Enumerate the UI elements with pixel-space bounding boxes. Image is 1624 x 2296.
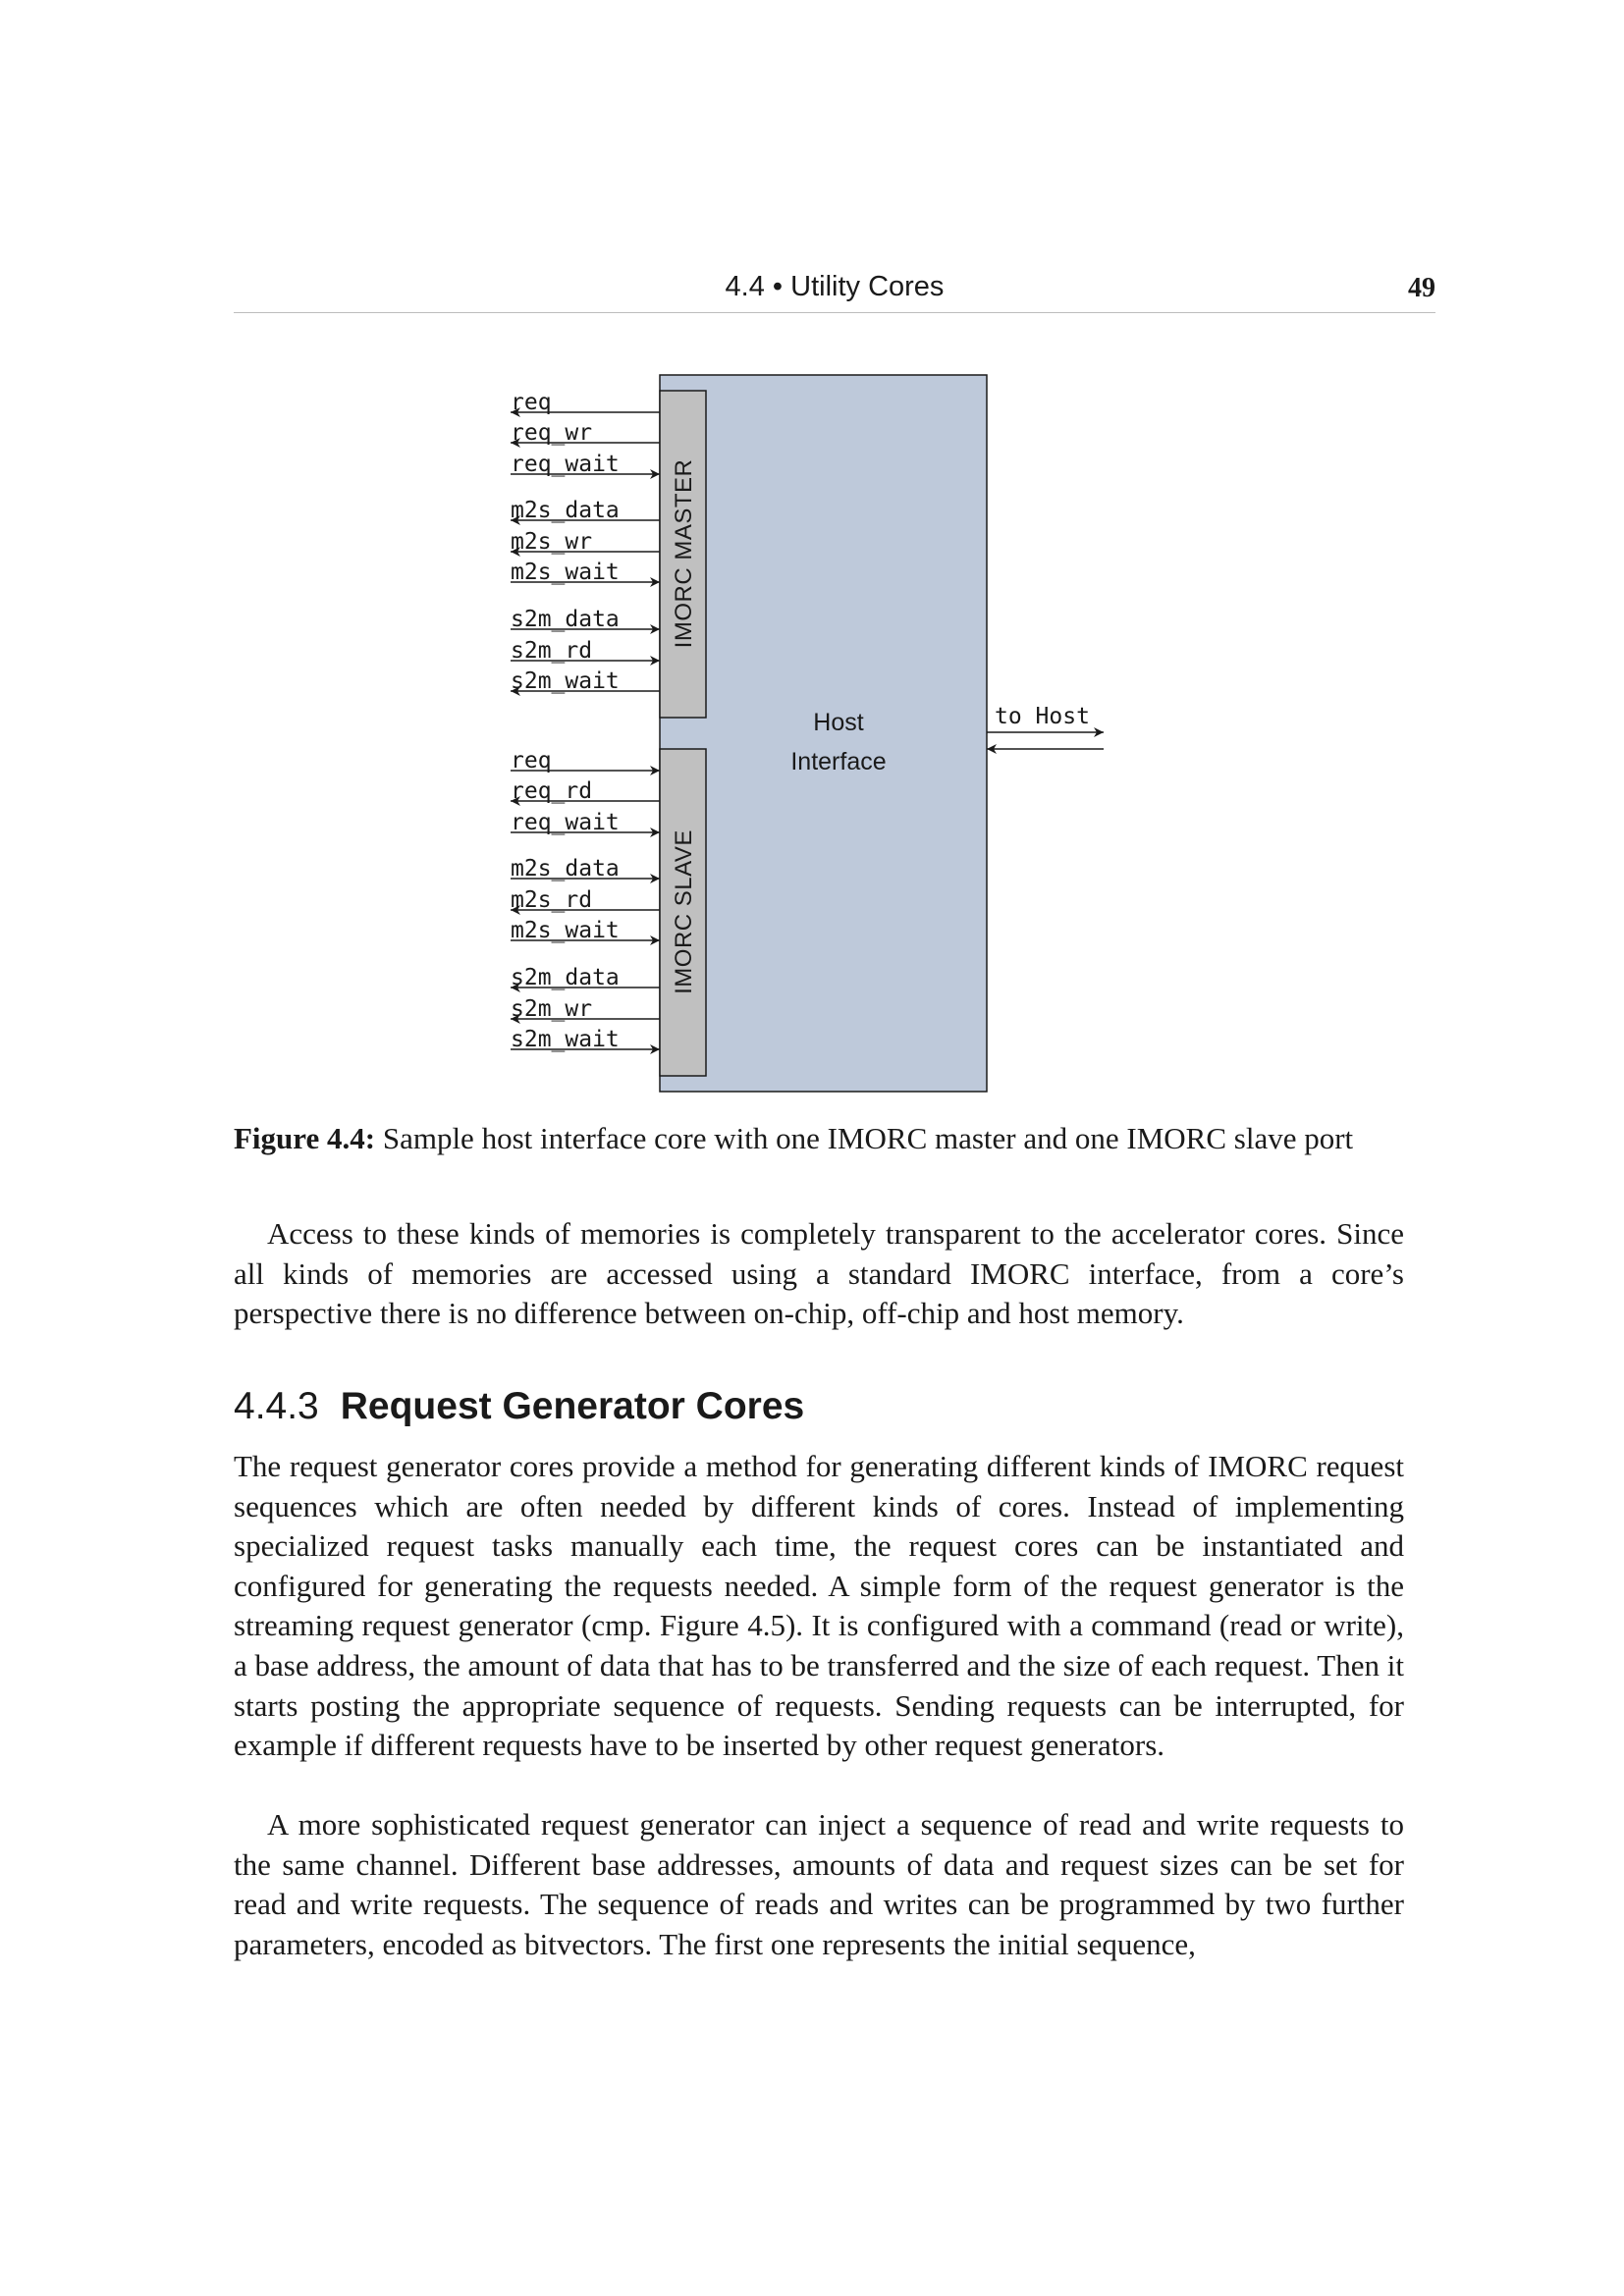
- figure-caption-label: Figure 4.4:: [234, 1121, 376, 1155]
- imorc-slave-label: IMORC SLAVE: [671, 829, 697, 994]
- slave-signal-label: s2m_wr: [511, 996, 593, 1022]
- master-signal-label: req_wr: [511, 420, 593, 446]
- figure-caption: [234, 1117, 1441, 1160]
- paragraph-sophisticated-generator: A more sophisticated request generator can inject a sequence of read and write requests to the same channel. Different base addresses, amounts of data and request sizes can be set for read and write requests. The sequence of reads and writes can be programmed by two further parameters, encoded as bitvectors. The first one represents the initial sequence,: [234, 1807, 1404, 1961]
- slave-signal-label: req_rd: [511, 778, 593, 804]
- paragraph-request-generators: The request generator cores provide a method for generating different kinds of IMORC request sequences which are often needed by different kinds of cores. Instead of implementing specialized request tasks manually each time, the request cores can be instantiated and configured for generating the requests needed. A simple form of the request generator is the streaming request generator (cmp. Figure 4.5). It is configured with a command (read or write), a base address, the amount of data that has to be transferred and the size of each request. Then it starts posting the appropriate sequence of requests. Sending requests can be interrupted, for example if different requests have to be inserted by other request generators.: [234, 1449, 1404, 1763]
- slave-signal-label: s2m_data: [511, 965, 620, 990]
- master-signal-label: s2m_data: [511, 607, 620, 632]
- paragraph-memory-access: Access to these kinds of memories is completely transparent to the accelerator cores. Since all kinds of memories are accessed using a standard IMORC interface, from a core’s perspective there is no difference between on-chip, off-chip and host memory.: [234, 1216, 1404, 1331]
- master-signal-label: req_wait: [511, 452, 620, 477]
- slave-signal-label: m2s_wait: [511, 918, 620, 943]
- host-label-line2: Interface: [790, 748, 887, 775]
- master-signal-label: req: [511, 390, 552, 415]
- slave-signal-label: m2s_rd: [511, 887, 593, 913]
- section-heading: [234, 1385, 804, 1428]
- master-signal-label: m2s_wr: [511, 529, 593, 555]
- section-title: Request Generator Cores: [340, 1385, 805, 1427]
- figure-caption-text: Sample host interface core with one IMORC master and one IMORC slave port: [382, 1121, 1354, 1155]
- section-number: 4.4.3: [234, 1385, 319, 1427]
- imorc-master-label: IMORC MASTER: [671, 458, 697, 649]
- slave-signal-label: m2s_data: [511, 856, 620, 881]
- slave-signal-label: req_wait: [511, 810, 620, 835]
- slave-signal-label: s2m_wait: [511, 1027, 620, 1052]
- host-interface-diagram: [0, 0, 1624, 1109]
- running-title: 4.4 • Utility Cores: [725, 271, 945, 302]
- host-label-line1: Host: [813, 709, 864, 736]
- master-signal-label: m2s_data: [511, 498, 620, 523]
- master-signal-label: s2m_wait: [511, 668, 620, 694]
- master-signal-label: m2s_wait: [511, 560, 620, 585]
- signal-list: [511, 390, 660, 1052]
- page-number: 49: [1408, 273, 1435, 303]
- to-host-label: to Host: [995, 704, 1090, 729]
- master-signal-label: s2m_rd: [511, 638, 593, 664]
- slave-signal-label: req: [511, 748, 552, 774]
